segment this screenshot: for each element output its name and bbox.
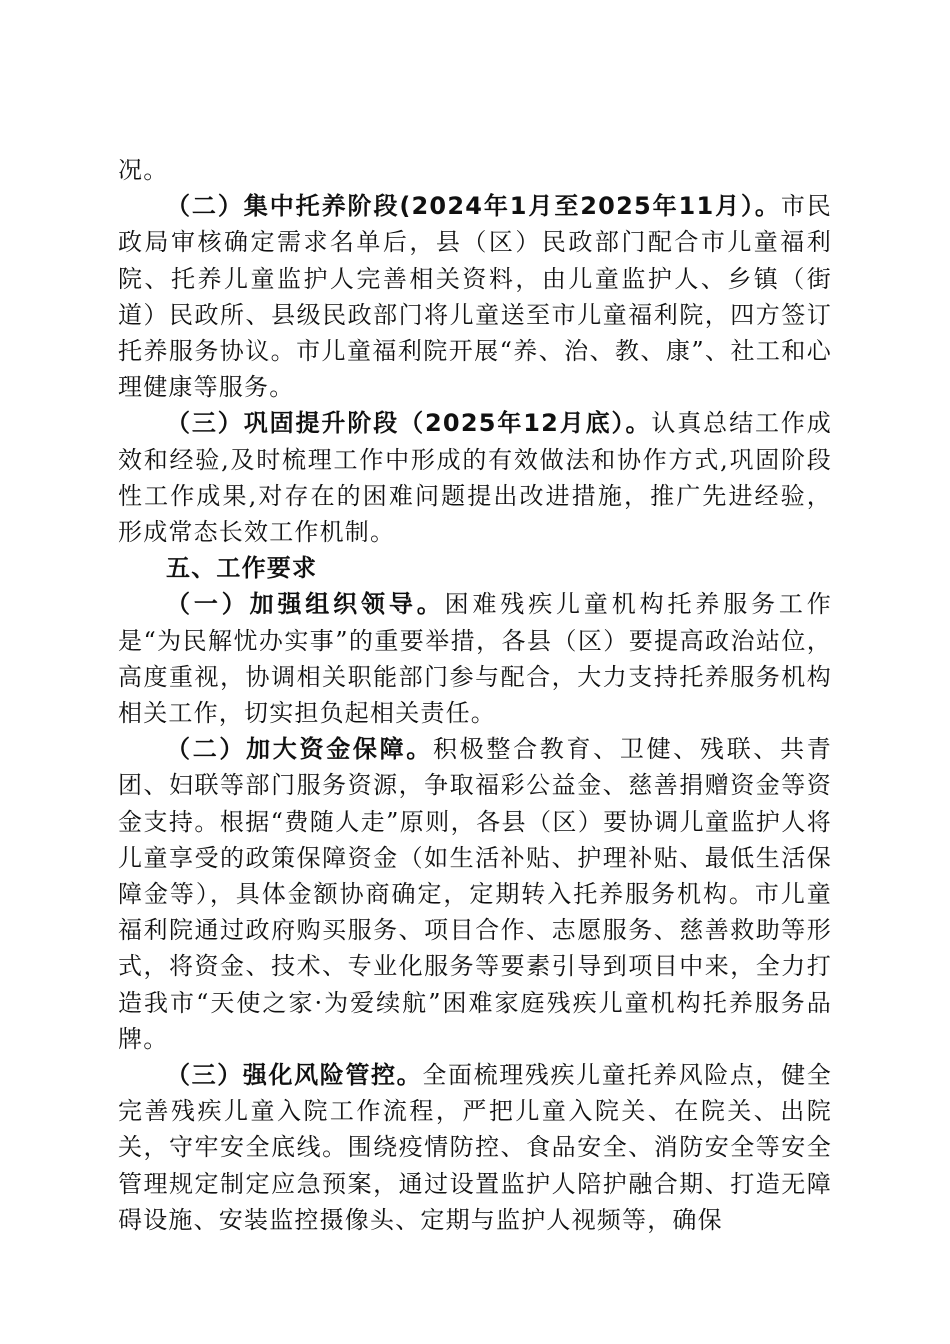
stage-3-body: 认真总结工作成效和经验,及时梳理工作中形成的有效做法和协作方式,巩固阶段性工作成果,对存在的困难问题提出改进措施，推广先进经验，形成常态长效工作机制。 [118,409,832,547]
requirement-3-body: 全面梳理残疾儿童托养风险点，健全完善残疾儿童入院工作流程，严把儿童入院关、在院关、出院关，守牢安全底线。围绕疫情防控、食品安全、消防安全等安全管理规定制定应急预案，通过设置监护人陪护融合期、打造无障碍设施、安装监控摄像头、定期与监护人视频等，确保 [118,1061,833,1234]
requirement-1-lead: （一）加强组织领导。 [166,590,445,619]
requirement-1-body: 困难残疾儿童机构托养服务工作是“为民解忧办实事”的重要举措，各县（区）要提高政治站位，高度重视，协调相关职能部门参与配合，大力支持托养服务机构相关工作，切实担负起相关责任。 [118,590,832,728]
stage-3-lead: （三）巩固提升阶段（2025年12月底）。 [166,409,652,438]
paragraph-requirement-2 [118,731,832,1057]
paragraph-stage-2 [118,188,832,405]
section-5-heading: 五、工作要求 [166,554,318,583]
stage-2-lead: （二）集中托养阶段(2024年1月至2025年11月）。 [166,192,781,221]
requirement-2-lead: （二）加大资金保障。 [166,735,433,764]
requirement-3-lead: （三）强化风险管控。 [166,1061,423,1090]
requirement-2-body: 积极整合教育、卫健、残联、共青团、妇联等部门服务资源，争取福彩公益金、慈善捐赠资金等资金支持。根据“费随人走”原则，各县（区）要协调儿童监护人将儿童享受的政策保障资金（如生活补贴、护理补贴、最低生活保障金等），具体金额协商确定，定期转入托养服务机构。市儿童福利院通过政府购买服务、项目合作、志愿服务、慈善救助等形式，将资金、技术、专业化服务等要素引导到项目中来，全力打造我市“天使之家·为爱续航”困难家庭残疾儿童机构托养服务品牌。 [118,735,832,1053]
paragraph-stage-3 [118,405,832,550]
document-page [118,152,832,1238]
paragraph-continuation: 况。 [118,156,169,184]
paragraph-requirement-3 [118,1057,832,1238]
paragraph-requirement-1 [118,586,832,731]
stage-2-body: 市民政局审核确定需求名单后，县（区）民政部门配合市儿童福利院、托养儿童监护人完善相关资料，由儿童监护人、乡镇（街道）民政所、县级民政部门将儿童送至市儿童福利院，四方签订托养服务协议。市儿童福利院开展“养、治、教、康”、社工和心理健康等服务。 [118,192,832,402]
